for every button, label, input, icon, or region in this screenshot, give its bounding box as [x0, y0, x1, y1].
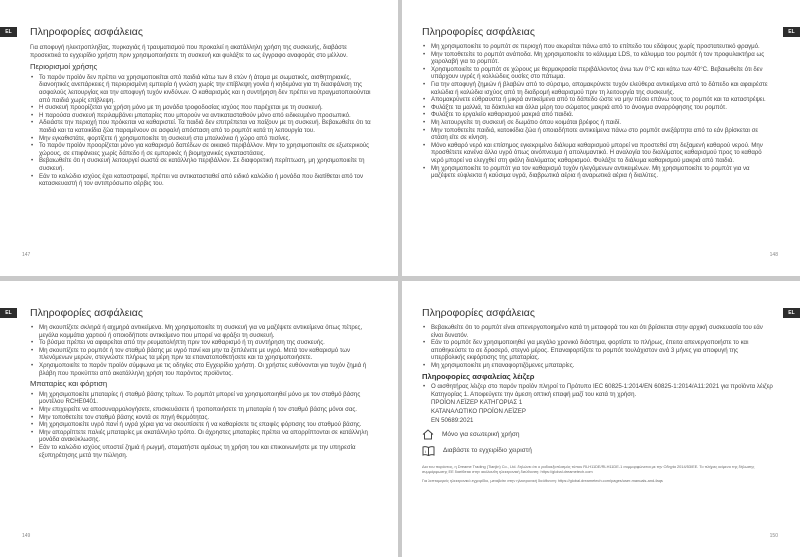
svg-text:i: i: [425, 449, 426, 455]
safety-list: [422, 43, 774, 180]
page-title: Πληροφορίες ασφάλειας: [30, 307, 143, 319]
indoor-use-label: Μόνο για εσωτερική χρήση: [442, 430, 520, 438]
laser-line: ΠΡΟΪΟΝ ΛΕΪΖΕΡ ΚΑΤΗΓΟΡΙΑΣ 1: [431, 399, 523, 407]
manual-link-text: Για λεπτομερείς ηλεκτρονικό εγχειρίδιο, μεταβείτε στην ηλεκτρονική διεύθυνση: https://global.dreametech.com/pages/user-manuals-and-faqs: [422, 478, 663, 484]
page-number: 150: [769, 533, 778, 539]
list-item: • Μην τοποθετείτε παιδιά, κατοικίδια ζώα ή οποιαδήποτε αντικείμενα πάνω στο ρομπότ ανεξάρτητα από το εάν βρίσκεται σε στάση είτε σε κίνηση.: [422, 127, 774, 142]
read-manual-row: [422, 445, 774, 456]
indoor-use-row: [422, 429, 774, 440]
list-item: • Ο αισθητήρας λέιζερ στο παρόν προϊόν πληροί το Πρότυπο IEC 60825-1:2014/EN 60825-1:2014/A11:2021 για προϊόντα λέιζερ Κατηγορίας 1. Αποφεύγετε την άμεση οπτική επαφή μαζί του κατά τη χρήση.: [422, 383, 774, 398]
list-item: • Μην απορρίπτετε παλιές μπαταρίες με ακατάλληλο τρόπο. Οι άχρηστες μπαταρίες πρέπει να απορρίπτονται σε κατάλληλη μονάδα ανακύκλωσης.: [30, 429, 374, 444]
list-item: • Μη χρησιμοποιείτε υγρό πανί ή υγρά χέρια για να σκουπίσετε ή να καθαρίσετε τις επαφές φόρτισης του σταθμού βάσης.: [30, 421, 374, 429]
list-item: • Το βύσμα πρέπει να αφαιρείται από την ρευματολήπτη πριν τον καθαρισμό ή τη συντήρηση της συσκευής.: [30, 339, 374, 347]
page-title: Πληροφορίες ασφάλειας: [422, 307, 535, 319]
list-item: • Φυλάξτε τα μαλλιά, τα δάκτυλα και άλλα μέρη του σώματος μακριά από το άνοιγμα αναρρόφησης του ρομπότ.: [422, 104, 774, 112]
page-149: [0, 281, 398, 557]
list-item: • Το παρόν προϊόν προορίζεται μόνο για καθαρισμό δαπέδων σε οικιακό περιβάλλον. Μην το χρησιμοποιείτε σε εξωτερικούς χώρους, σε επιφάνειες χωρίς δάπεδο ή σε εμπορικές ή βιομηχανικές εγκαταστάσεις.: [30, 142, 374, 157]
page-content: [422, 43, 774, 180]
list-item: • Το παρόν προϊόν δεν πρέπει να χρησιμοποιείται από παιδιά κάτω των 8 ετών ή άτομα με σωματικές, αισθητηριακές, διανοητικές ανεπάρκειες ή περιορισμένη εμπειρία ή γνώση χωρίς την επίβλεψη γονέα ή κηδεμόνα για τη διασφάλιση της ασφαλούς λειτουργίας και την αποφυγή τυχόν κινδύνων. Ο καθαρισμός και η συντήρηση δεν πρέπει να πραγματοποιούνται από παιδιά χωρίς επίβλεψη.: [30, 74, 374, 104]
list-item: • Απομακρύνετε εύθραυστα ή μικρά αντικείμενα από το δάπεδο ώστε να μην πέσει επάνω τους το ρομπότ και τα καταστρέψει.: [422, 96, 774, 104]
page-147: [0, 0, 398, 276]
section-heading: Πληροφορίες ασφαλείας λέιζερ: [422, 371, 535, 381]
declaration-text: Δια του παρόντος, η Dreame Trading (Tianjin) Co., Ltd. δηλώνει ότι ο ραδιοεξοπλισμός τύπου RLH11DE/RLH11DE-1 συμμορφώνεται με την Οδηγία 2014/53/ΕΕ. Το πλήρες κείμενο της δήλωσης συμμόρφωσης ΕΕ διατίθεται στην ακόλουθη ηλεκτρονική διεύθυνση: https://global.dreametech.com: [422, 464, 755, 475]
usage-limits-list: [30, 74, 374, 188]
book-icon: [422, 445, 435, 456]
page-content: [30, 324, 374, 459]
list-item: • Φυλάξτε το εργαλείο καθαρισμού μακριά από παιδιά.: [422, 111, 774, 119]
language-tab: EL: [0, 308, 17, 318]
safety-list: [30, 324, 374, 377]
list-item: • Μην τοποθετείτε το ρομπότ ανάποδα. Μη χρησιμοποιείτε το κάλυμμα LDS, το κάλυμμα του ρομπότ ή τον προφυλακτήρα ως χειρολαβή για το ρομπότ.: [422, 51, 774, 66]
page-content: [30, 44, 374, 188]
list-item: • Μόνο καθαρό νερό και επίσημος εγκεκριμένο διάλυμα καθαρισμού μπορεί να προστεθεί στη δεξαμενή καθαρού νερού. Μην προσθέτετε κανένα άλλο υγρό όπως οινόπνευμα ή απολυμαντικό. Η αναλογία του διαλύματος καθαρισμού προς το καθαρό νερό μπορεί να ελεγχθεί στη φιάλη διαλύματος καθαρισμού. Φυλάξτε το διάλυμα καθαρισμού μακριά από παιδιά.: [422, 142, 774, 165]
list-item: • Εάν το καλώδιο ισχύος έχει καταστραφεί, πρέπει να αντικατασταθεί από ειδικό καλώδιο ή μονάδα που διατίθεται από τον κατασκευαστή ή τον αντιπρόσωπο σέρβις του.: [30, 173, 374, 188]
list-item: • Μη χρησιμοποιείτε μπαταρίες ή σταθμό βάσης τρίτων. Το ρομπότ μπορεί να χρησιμοποιηθεί μόνο με τον σταθμό βάσης μοντέλου RCHE0401.: [30, 391, 374, 406]
language-tab: EL: [0, 27, 17, 37]
list-item: • Μην επιχειρείτε να αποσυναρμολογήσετε, επισκευάσετε ή τροποποιήσετε τη μπαταρία ή τον σταθμό βάσης μόνοι σας.: [30, 406, 374, 414]
page-148: [402, 0, 800, 276]
page-number: 147: [22, 252, 31, 258]
page-title: Πληροφορίες ασφάλειας: [422, 26, 535, 38]
laser-class-lines: [422, 399, 774, 424]
page-content: [422, 324, 774, 487]
page-number: 149: [22, 533, 31, 539]
section-heading: Περιορισμοί χρήσης: [30, 62, 98, 72]
intro-paragraph: Για αποφυγή ηλεκτροπληξίας, πυρκαγιάς ή τραυματισμού που προκαλεί η ακατάλληλη χρήση της συσκευής, διαβάστε προσεκτικά το εγχειρίδιο χρήστη πριν χρησιμοποιήσετε τη συσκευή και φυλάξτε το ως έγγραφο αναφοράς στο μέλλον.: [30, 44, 348, 59]
section-heading: Μπαταρίες και φόρτιση: [30, 379, 108, 389]
list-item: • Χρησιμοποιείτε το παρόν προϊόν σύμφωνα με τις οδηγίες στο Εγχειρίδιο χρήστη. Οι χρήστες ευθύνονται για τυχόν ζημιά ή βλάβη που προκύπτει από ακατάλληλη χρήση του παρόντος προϊόντος.: [30, 362, 374, 377]
battery-list: [30, 391, 374, 459]
safety-list: [422, 324, 774, 370]
house-icon: [422, 429, 434, 440]
list-item: • Εάν το ρομπότ δεν χρησιμοποιηθεί για μεγάλο χρονικό διάστημα, φορτίστε το πλήρως, έπειτα απενεργοποιήστε το και αποθηκεύστε το σε δροσερό, στεγνό μέρος. Επαναφορτίζετε το ρομπότ τουλάχιστον ανά 3 μήνες για αποφυγή της υπερβολικής εκφόρτισης της μπαταρίας.: [422, 339, 774, 362]
list-item: • Μην εγκαθιστάτε, φορτίζετε ή χρησιμοποιείτε τη συσκευή στα μπαλκόνια ή χώρο από πισίνες.: [30, 135, 374, 143]
list-item: • Βεβαιωθείτε ότι το ρομπότ είναι απενεργοποιημένο κατά τη μεταφορά του και ότι βρίσκεται στην αρχική συσκευασία του εάν είναι δυνατόν.: [422, 324, 774, 339]
laser-line: EN 50689:2021: [431, 416, 474, 424]
list-item: • Μη χρησιμοποιείτε το ρομπότ σε περιοχή που αιωρείται πάνω από το επίπεδο του εδάφους χωρίς προστατευτικό φραγμό.: [422, 43, 774, 51]
list-item: • Εάν το καλώδιο ισχύος υποστεί ζημιά ή ρωγμή, σταματήστε αμέσως τη χρήση του και επικοινωνήστε με την υπηρεσία εξυπηρέτησης μετά την πώληση.: [30, 444, 374, 459]
list-item: • Μη χρησιμοποιείτε μη επαναφορτιζόμενες μπαταρίες.: [422, 362, 774, 370]
list-item: • Η παρούσα συσκευή περιλαμβάνει μπαταρίες που μπορούν να αντικατασταθούν μόνο από ειδικευμένο προσωπικό.: [30, 112, 374, 120]
laser-line: ΚΑΤΑΝΑΛΩΤΙΚΟ ΠΡΟΪΟΝ ΛΕΪΖΕΡ: [431, 407, 526, 415]
list-item: • Μη χρησιμοποιείτε το ρομπότ για τον καθαρισμό τυχόν ηλεγόμενων αντικειμένων. Μη χρησιμοποιείτε το ρομπότ για να μαζέψετε εύφλεκτα ή καύσιμα υγρά, διαβρωτικά αέρια ή αναρωτικά αέρια ή διαλύτες.: [422, 165, 774, 180]
list-item: • Μη λειτουργείτε τη συσκευή σε δωμάτιο όπου κοιμάται βρέφος ή παιδί.: [422, 119, 774, 127]
laser-list: [422, 383, 774, 398]
list-item: • Μην τοποθετείτε τον σταθμό βάσης κοντά σε πηγή θερμότητας.: [30, 414, 374, 422]
list-item: • Μη σκουπίζετε το ρομπότ ή τον σταθμό βάσης με υγρό πανί και μην τα ξεπλένετε με υγρό. Μετά τον καθαρισμό των πλενόμενων μερών, στεγνώστε πλήρως τα μέρη πριν τα επανατοποθετήσετε και τα χρησιμοποιήσετε.: [30, 347, 374, 362]
list-item: • Η συσκευή προορίζεται για χρήση μόνο με τη μονάδα τροφοδοσίας ισχύος που παρέχεται με τη συσκευή.: [30, 104, 374, 112]
list-item: • Χρησιμοποιείτε το ρομπότ σε χώρους με θερμοκρασία περιβάλλοντος άνω των 0°C και κάτω των 40°C. Βεβαιωθείτε ότι δεν υπάρχουν υγρές ή κολλώδεις ουσίες στο πάτωμα.: [422, 66, 774, 81]
list-item: • Βεβαιωθείτε ότι η συσκευή λειτουργεί σωστά σε κατάλληλο περιβάλλον. Σε διαφορετική περίπτωση, μη χρησιμοποιείτε τη συσκευή.: [30, 157, 374, 172]
list-item: • Αδειάστε την περιοχή που πρόκειται να καθαριστεί. Τα παιδιά δεν επιτρέπεται να παίζουν με τη συσκευή. Βεβαιωθείτε ότι τα παιδιά και τα κατοικίδια ζώα παραμένουν σε ασφαλή απόσταση από το ρομπότ κατά τη λειτουργία του.: [30, 119, 374, 134]
language-tab: EL: [783, 308, 800, 318]
list-item: • Μη σκουπίζετε σκληρά ή αιχμηρά αντικείμενα. Μη χρησιμοποιείτε τη συσκευή για να μαζέψετε αντικείμενα όπως πέτρες, μεγάλα κομμάτια χαρτιού ή οποιοδήποτε αντικείμενο που μπορεί να φράξει τη συσκευή.: [30, 324, 374, 339]
page-title: Πληροφορίες ασφάλειας: [30, 26, 143, 38]
language-tab: EL: [783, 27, 800, 37]
list-item: • Για την αποφυγή ζημιών ή βλαβών από το σύρσιμο, απομακρύνετε τυχόν ελεύθερα αντικείμενα από το δάπεδο και αφαιρέστε καλώδια ή καλώδια ισχύος από τη διαδρομή καθαρισμού πριν τη λειτουργία της συσκευής.: [422, 81, 774, 96]
read-manual-label: Διαβάστε το εγχειρίδιο χειριστή: [443, 446, 532, 454]
page-number: 148: [769, 252, 778, 258]
page-150: [402, 281, 800, 557]
